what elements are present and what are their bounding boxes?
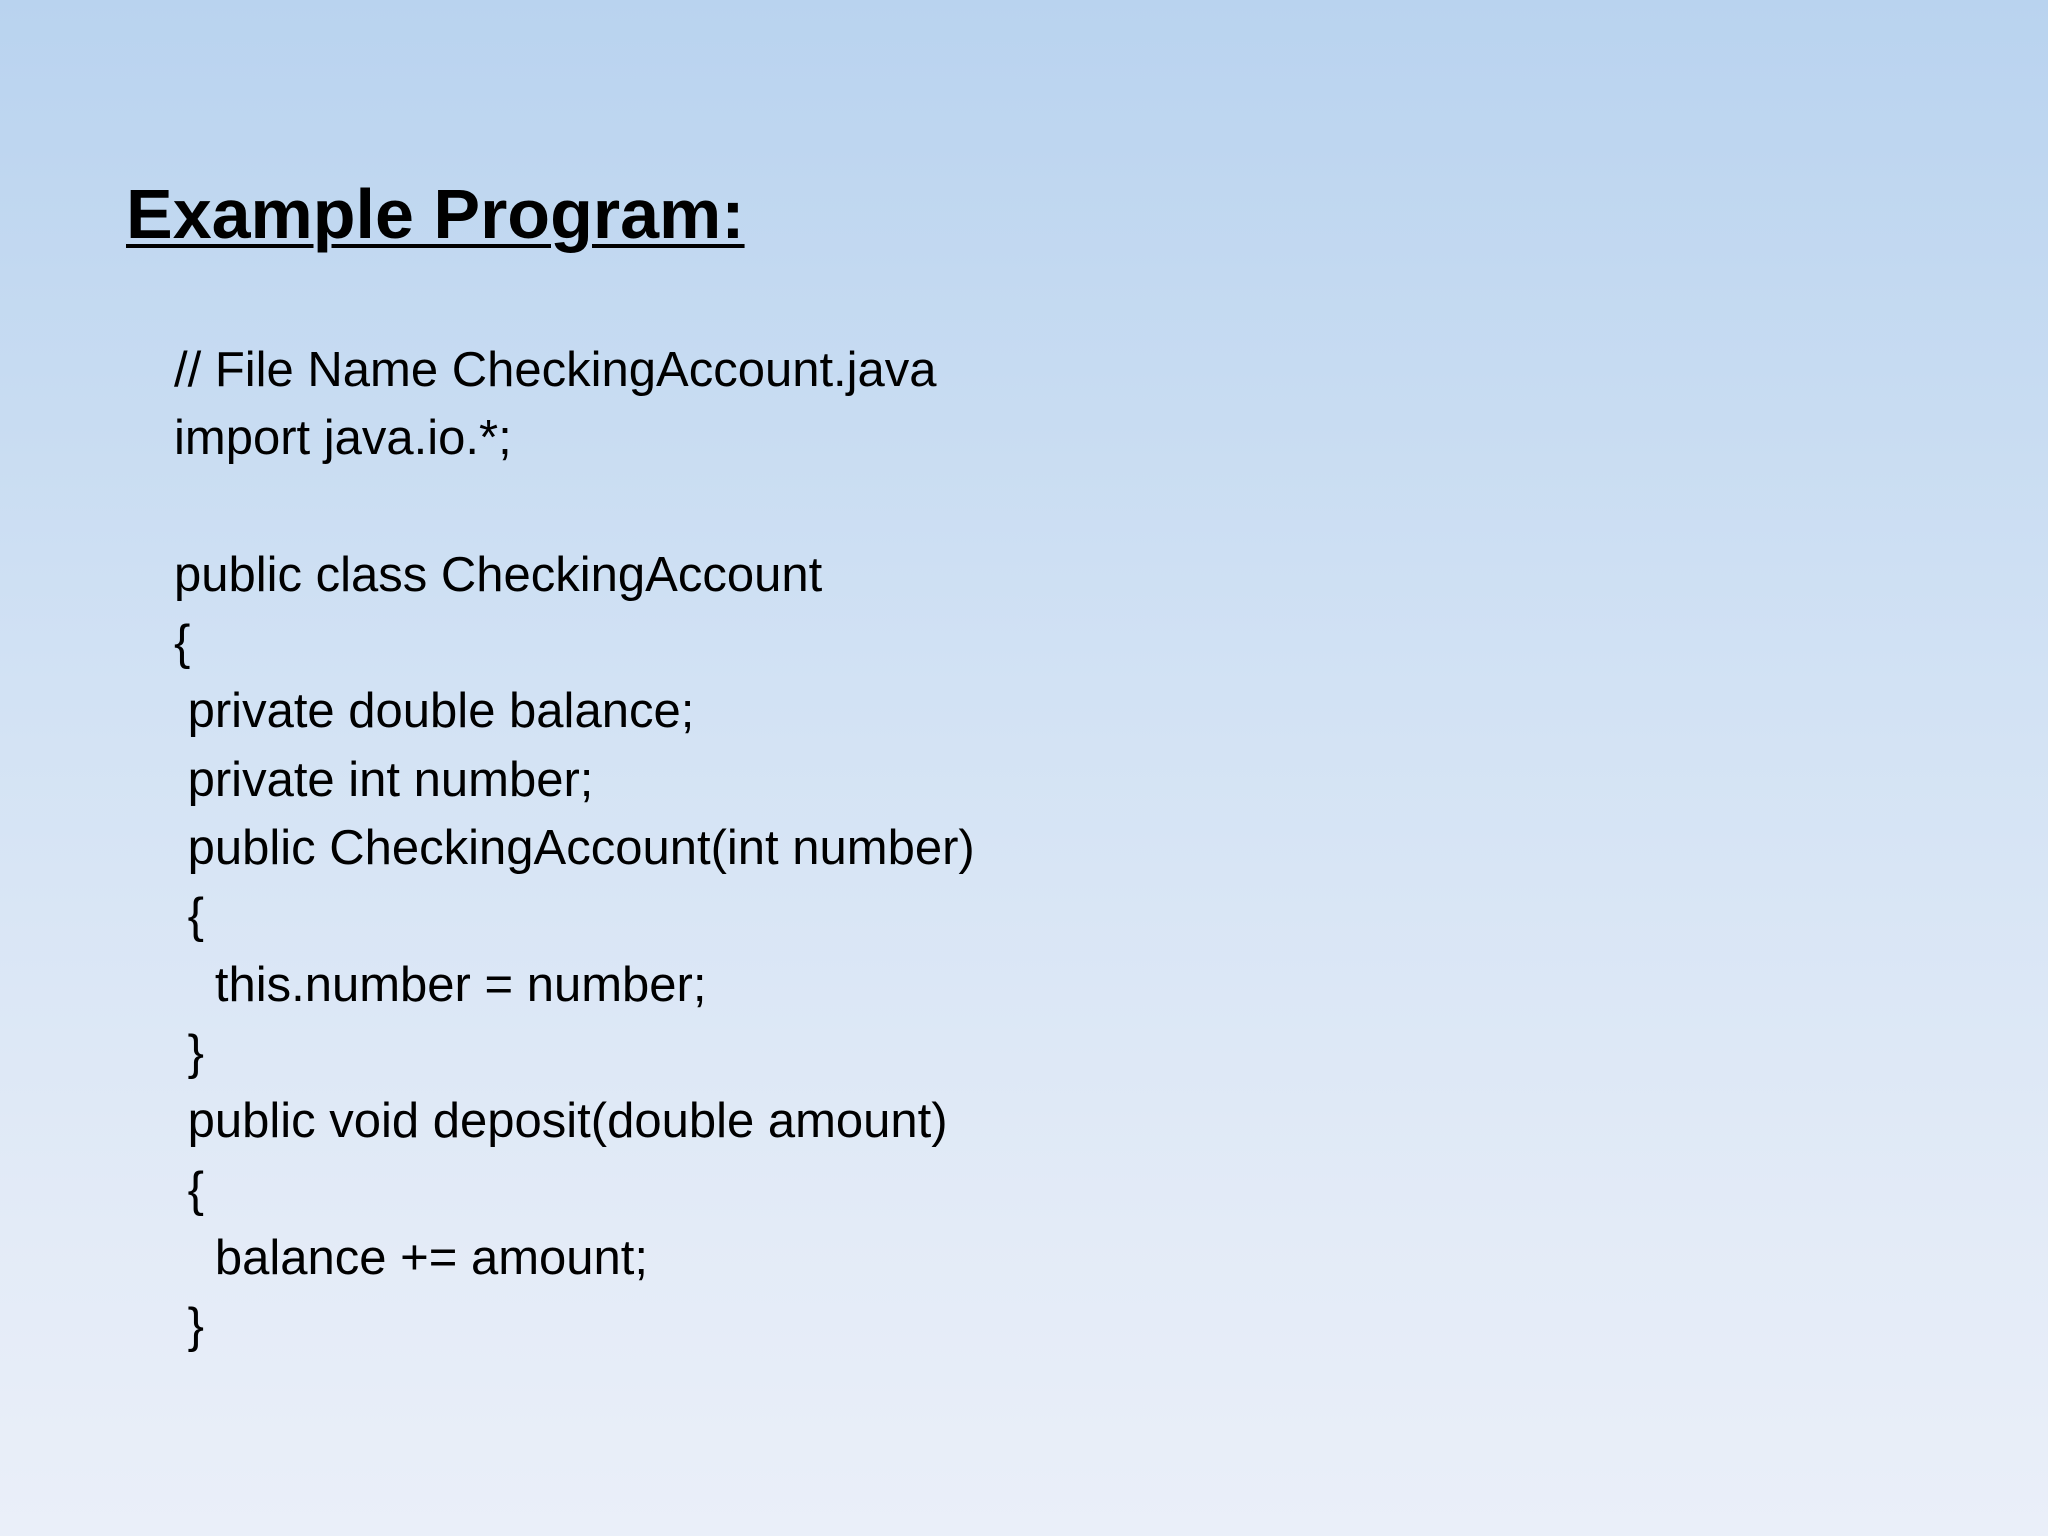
code-line-import: import java.io.*; bbox=[174, 411, 512, 466]
code-block bbox=[174, 336, 1874, 1360]
code-line-constructor-open-brace: { bbox=[174, 889, 204, 944]
code-line-constructor-signature: public CheckingAccount(int number) bbox=[174, 821, 975, 876]
code-line-constructor-close-brace: } bbox=[174, 1025, 204, 1080]
code-line-comment: // File Name CheckingAccount.java bbox=[174, 343, 937, 397]
slide-title: Example Program: bbox=[126, 175, 745, 253]
code-line-deposit-open-brace: { bbox=[174, 1162, 204, 1217]
code-line-constructor-body: this.number = number; bbox=[174, 957, 707, 1012]
code-line-blank bbox=[174, 473, 1874, 541]
code-line-class-declaration: public class CheckingAccount bbox=[174, 547, 823, 602]
code-line-deposit-body: balance += amount; bbox=[174, 1230, 648, 1285]
code-line-class-open-brace: { bbox=[174, 616, 191, 671]
code-line-deposit-close-brace: } bbox=[174, 1299, 204, 1354]
code-line-number-field: private int number; bbox=[174, 752, 594, 807]
code-line-balance-field: private double balance; bbox=[174, 684, 695, 739]
code-line-deposit-signature: public void deposit(double amount) bbox=[174, 1094, 948, 1149]
